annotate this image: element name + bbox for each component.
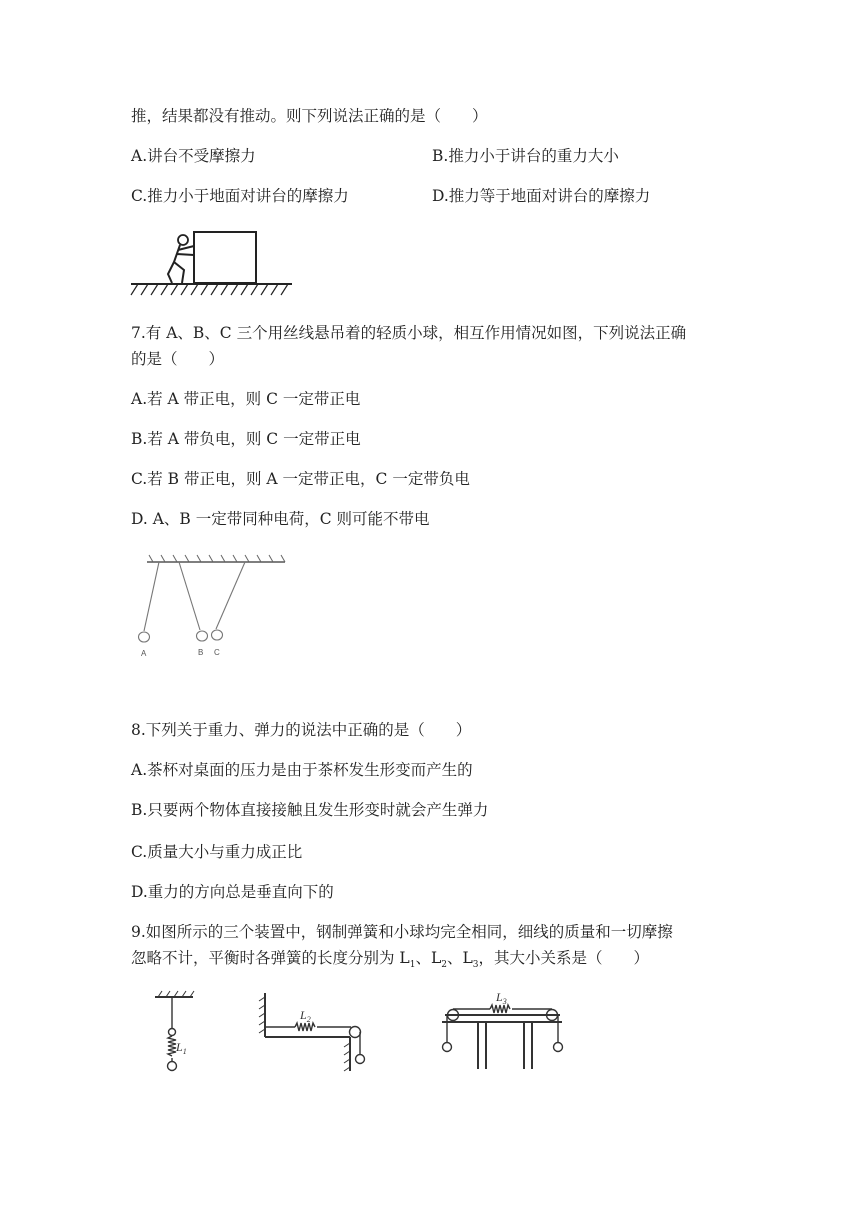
label-l3: $L_3$	[496, 990, 507, 1006]
q8-option-a: A.茶杯对桌面的压力是由于茶杯发生形变而产生的	[131, 761, 473, 779]
q8-stem: 8.下列关于重力、弹力的说法中正确的是（ ）	[131, 721, 472, 739]
q7-stem-line2: 的是（ ）	[131, 350, 225, 368]
q6-pushing-figure	[128, 228, 298, 300]
q7-option-b: B.若 A 带负电，则 C 一定带正电	[131, 430, 361, 448]
label-l1: $L_1$	[176, 1040, 187, 1056]
q6-option-c: C.推力小于地面对讲台的摩擦力	[131, 187, 349, 205]
ball-b-label: B	[198, 648, 204, 657]
q9-stem-line1: 9.如图所示的三个装置中，钢制弹簧和小球均完全相同，细线的质量和一切摩擦	[131, 923, 673, 941]
q7-option-a: A.若 A 带正电，则 C 一定带正电	[131, 390, 361, 408]
q7-stem-line1: 7.有 A、B、C 三个用丝线悬吊着的轻质小球，相互作用情况如图，下列说法正确	[131, 324, 687, 342]
q8-option-b: B.只要两个物体直接接触且发生形变时就会产生弹力	[131, 801, 489, 819]
q6-stem-tail: 推，结果都没有推动。则下列说法正确的是（ ）	[131, 107, 488, 125]
q7-option-d: D. A、B 一定带同种电荷，C 则可能不带电	[131, 510, 430, 528]
q6-option-a: A.讲台不受摩擦力	[131, 147, 256, 165]
label-l2: $L_2$	[300, 1008, 311, 1024]
q7-option-c: C.若 B 带正电，则 A 一定带正电，C 一定带负电	[131, 470, 470, 488]
ball-c-label: C	[214, 648, 220, 657]
q8-option-d: D.重力的方向总是垂直向下的	[131, 883, 334, 901]
q7-pendulum-figure	[135, 552, 295, 662]
ball-a-label: A	[141, 649, 147, 658]
q6-option-d: D.推力等于地面对讲台的摩擦力	[432, 187, 651, 205]
q9-springs-figure	[150, 985, 590, 1075]
q9-stem-line2: 忽略不计，平衡时各弹簧的长度分别为 $L_1$、$L_2$、$L_3$，其大小关系是（ ）	[131, 949, 650, 971]
q8-option-c: C.质量大小与重力成正比	[131, 843, 303, 861]
q6-option-b: B.推力小于讲台的重力大小	[432, 147, 619, 165]
